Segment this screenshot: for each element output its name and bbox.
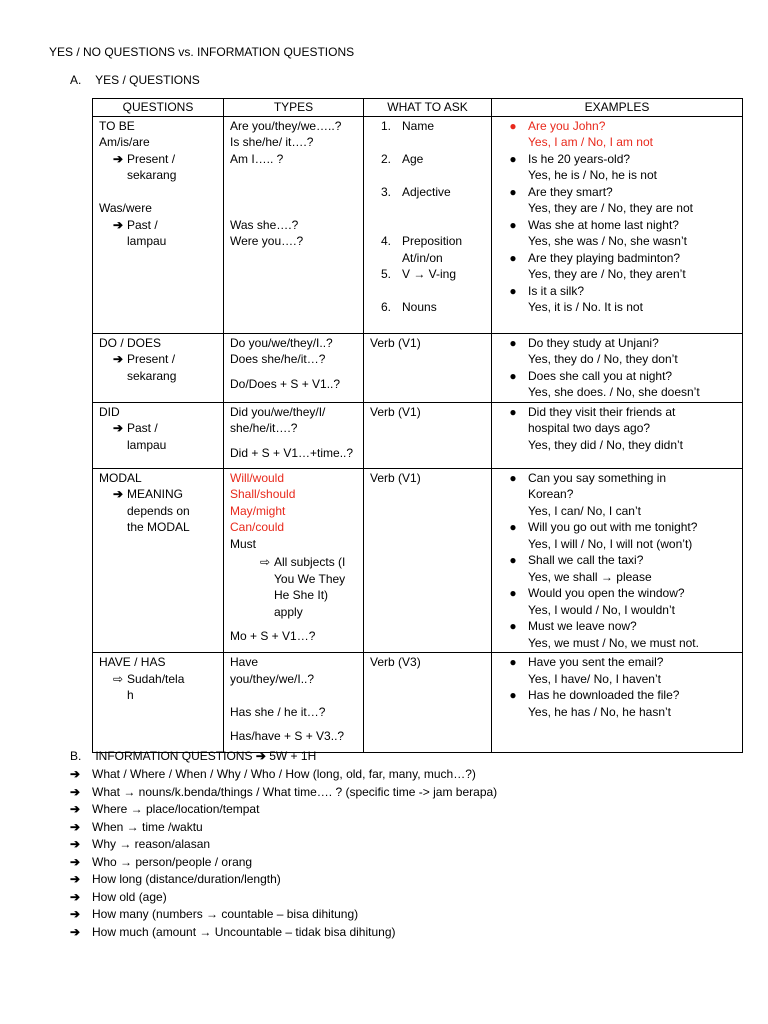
types-cell <box>224 468 364 653</box>
hollow-arrow-icon: ⇨ <box>259 555 270 569</box>
example-question: Has he downloaded the file? <box>528 688 680 702</box>
bullet-icon: ● <box>509 250 517 265</box>
example-question: Did they visit their friends at <box>528 404 676 419</box>
example-answer: Yes, I can/ No, I can’t <box>528 503 641 518</box>
list-item <box>498 687 736 720</box>
example-question: Must we leave now? <box>528 619 637 633</box>
list-number: 2. <box>380 151 391 166</box>
list-text: V → V-ing <box>402 267 457 281</box>
examples-cell <box>492 468 743 653</box>
sub-text: MEANING <box>127 487 184 501</box>
list-text: What / Where / When / Why / Who / How (long, old, far, many, much…?) <box>92 767 476 781</box>
section-a-label: YES / QUESTIONS <box>95 73 200 87</box>
examples-cell <box>492 653 743 753</box>
examples-cell <box>492 116 743 333</box>
list-item <box>370 118 485 135</box>
example-question: Will you go out with me tonight? <box>528 520 698 534</box>
list-item <box>370 151 485 168</box>
type-line: Do/Does + S + V1..? <box>230 376 341 391</box>
section-b-heading <box>70 748 316 765</box>
questions-cell <box>93 468 224 653</box>
list-text: When → time /waktu <box>92 819 203 834</box>
type-line: Have <box>230 655 259 669</box>
sub-text: He She It) <box>274 588 329 602</box>
question-line: Am/is/are <box>99 135 150 149</box>
example-answer: Yes, she was / No, she wasn’t <box>528 234 687 248</box>
example-answer: Yes, we shall → please <box>528 569 652 584</box>
bullet-icon: ● <box>509 184 517 199</box>
list-text: What → nouns/k.benda/things / What time…. ? (specific time -> jam berapa) <box>92 784 498 799</box>
bullet-icon: ● <box>509 655 517 669</box>
list-number: 1. <box>380 118 391 133</box>
what-to-ask-cell: Verb (V1) <box>364 402 492 468</box>
questions-cell <box>93 653 224 753</box>
bullet-icon: ● <box>509 619 517 633</box>
list-text: Name <box>402 118 435 133</box>
questions-cell <box>93 116 224 333</box>
list-text: How many (numbers → countable – bisa dihitung) <box>92 907 359 921</box>
sub-text: sekarang <box>127 168 177 182</box>
yes-no-table <box>92 98 743 753</box>
list-text: Why → reason/alasan <box>92 837 211 851</box>
type-line: Must <box>230 536 257 551</box>
example-question: Are they smart? <box>528 184 613 199</box>
question-head: HAVE / HAS <box>99 655 166 669</box>
table-row-modal <box>93 468 743 653</box>
sub-item <box>230 554 357 620</box>
question-head: DO / DOES <box>99 335 162 350</box>
header-examples: EXAMPLES <box>492 99 743 117</box>
header-questions: QUESTIONS <box>93 99 224 117</box>
list-text: Preposition <box>402 234 463 248</box>
example-answer: Yes, I have/ No, I haven’t <box>528 671 661 686</box>
list-item <box>370 299 485 316</box>
example-answer: Yes, he has / No, he hasn’t <box>528 704 671 719</box>
arrow-right-icon: ➔ <box>112 421 123 435</box>
list-item <box>498 283 736 316</box>
example-answer: Yes, I would / No, I wouldn’t <box>528 602 675 617</box>
sub-text: Past / <box>127 217 158 232</box>
list-item <box>498 519 736 552</box>
types-cell <box>224 402 364 468</box>
sub-text: h <box>127 688 134 702</box>
arrow-right-icon: ➔ <box>70 907 81 921</box>
example-answer: Yes, she does. / No, she doesn’t <box>528 385 700 399</box>
type-line: Was she….? <box>230 217 299 232</box>
type-line: she/he/it….? <box>230 421 298 435</box>
what-to-ask-cell: Verb (V3) <box>364 653 492 753</box>
type-line: Has she / he it…? <box>230 704 326 719</box>
example-question: Does she call you at night? <box>528 368 673 383</box>
sub-text: Sudah/tela <box>127 671 185 686</box>
sub-text: Present / <box>127 151 176 166</box>
bullet-icon: ● <box>509 368 517 383</box>
example-question: Shall we call the taxi? <box>528 553 644 567</box>
example-question: Is he 20 years-old? <box>528 151 631 166</box>
arrow-right-icon: ➔ <box>112 151 123 166</box>
examples-list <box>498 335 736 401</box>
example-question: Would you open the window? <box>528 586 685 600</box>
bullet-icon: ● <box>509 283 517 298</box>
example-question: Are they playing badminton? <box>528 250 681 265</box>
type-line: Are you/they/we…..? <box>230 118 342 133</box>
list-text: Adjective <box>402 184 451 199</box>
sub-text: lampau <box>127 234 167 248</box>
list-item <box>498 552 736 585</box>
list-number: 4. <box>380 234 391 248</box>
types-cell <box>224 333 364 402</box>
bullet-icon: ● <box>509 404 517 419</box>
arrow-right-icon: ➔ <box>70 889 81 904</box>
sub-text: depends on <box>127 503 190 518</box>
modal-red: Can/could <box>230 520 285 534</box>
what-to-ask-cell <box>364 116 492 333</box>
example-answer: Yes, they did / No, they didn’t <box>528 437 683 452</box>
list-text: Who → person/people / orang <box>92 854 253 869</box>
list-text: How much (amount → Uncountable – tidak bisa dihitung) <box>92 924 396 939</box>
table-row-to-be <box>93 116 743 333</box>
question-head: DID <box>99 404 120 419</box>
type-line: Has/have + S + V3..? <box>230 729 345 743</box>
sub-text: Past / <box>127 421 158 435</box>
list-text: How long (distance/duration/length) <box>92 872 281 886</box>
sub-text: the MODAL <box>127 520 190 534</box>
bullet-icon: ● <box>509 217 517 232</box>
list-item <box>498 151 736 184</box>
sub-item <box>99 351 217 384</box>
bullet-icon: ● <box>509 553 517 567</box>
information-questions-list <box>70 766 497 941</box>
sub-text: All subjects (I <box>274 555 346 569</box>
arrow-right-icon: ➔ <box>70 872 81 886</box>
example-question: Do they study at Unjani? <box>528 335 659 350</box>
examples-list <box>498 654 736 720</box>
section-b-suffix: 5W + 1H <box>269 749 317 763</box>
arrow-right-icon: ➔ <box>112 352 123 366</box>
list-number: 6. <box>380 300 391 314</box>
list-item <box>70 871 497 889</box>
type-line: Is she/he/ it….? <box>230 135 314 149</box>
list-item <box>498 618 736 651</box>
list-item <box>498 118 736 151</box>
list-text: At/in/on <box>402 250 443 265</box>
list-item <box>498 654 736 687</box>
list-item <box>498 470 736 520</box>
type-line: Do you/we/they/I..? <box>230 335 333 350</box>
sub-item <box>99 151 217 184</box>
arrow-right-icon: ➔ <box>255 749 266 763</box>
list-number: 5. <box>380 267 391 281</box>
sub-item <box>99 420 217 453</box>
example-question: Are you John? <box>528 118 606 133</box>
table-row-do-does <box>93 333 743 402</box>
list-item <box>70 801 497 819</box>
type-line: Were you….? <box>230 234 304 248</box>
what-to-ask-cell: Verb (V1) <box>364 468 492 653</box>
header-types: TYPES <box>224 99 364 117</box>
modal-red: Shall/should <box>230 487 296 501</box>
list-text: Where → place/location/tempat <box>92 802 260 816</box>
type-line: Did + S + V1…+time..? <box>230 445 354 460</box>
example-answer: Yes, they are / No, they aren’t <box>528 267 686 281</box>
list-item <box>498 585 736 618</box>
sub-item <box>99 217 217 250</box>
sub-text: sekarang <box>127 368 177 383</box>
list-text: Nouns <box>402 300 437 314</box>
examples-list <box>498 470 736 652</box>
arrow-right-icon: ➔ <box>70 854 81 869</box>
examples-list <box>498 404 736 454</box>
type-line: Does she/he/it…? <box>230 352 326 366</box>
example-question: Have you sent the email? <box>528 655 664 669</box>
table-row-did <box>93 402 743 468</box>
bullet-icon: ● <box>509 586 517 600</box>
question-head: MODAL <box>99 470 142 485</box>
arrow-right-icon: ➔ <box>112 217 123 232</box>
what-to-ask-list <box>370 118 485 316</box>
list-item <box>498 335 736 368</box>
page-title: YES / NO QUESTIONS vs. INFORMATION QUESTIONS <box>49 45 355 59</box>
examples-cell <box>492 333 743 402</box>
table-row-have-has <box>93 653 743 753</box>
bullet-icon: ● <box>509 470 517 485</box>
modal-red: May/might <box>230 503 286 518</box>
type-line: Mo + S + V1…? <box>230 629 316 643</box>
list-text: How old (age) <box>92 889 167 904</box>
list-item <box>498 368 736 401</box>
arrow-right-icon: ➔ <box>70 784 81 799</box>
types-cell <box>224 116 364 333</box>
header-what-to-ask: WHAT TO ASK <box>364 99 492 117</box>
type-line: you/they/we/I..? <box>230 671 315 686</box>
list-item <box>70 906 497 924</box>
bullet-icon: ● <box>509 688 517 702</box>
sub-text: You We They <box>274 571 346 586</box>
list-item <box>70 766 497 784</box>
section-a-letter: A. <box>70 73 82 87</box>
example-question: Was she at home last night? <box>528 217 679 232</box>
list-item <box>70 836 497 854</box>
examples-cell <box>492 402 743 468</box>
section-b-label: INFORMATION QUESTIONS <box>95 749 253 763</box>
list-number: 3. <box>380 184 391 199</box>
example-answer: Yes, it is / No. It is not <box>528 300 643 314</box>
example-question: Is it a silk? <box>528 283 585 298</box>
list-item <box>70 889 497 907</box>
types-cell <box>224 653 364 753</box>
list-item <box>70 819 497 837</box>
questions-cell <box>93 402 224 468</box>
list-item <box>70 784 497 802</box>
bullet-icon: ● <box>509 335 517 350</box>
example-question: Korean? <box>528 487 574 501</box>
section-a-heading <box>70 72 200 89</box>
questions-cell <box>93 333 224 402</box>
list-item <box>370 233 485 266</box>
list-item <box>370 184 485 201</box>
examples-list <box>498 118 736 316</box>
example-answer: Yes, I will / No, I will not (won’t) <box>528 536 693 551</box>
arrow-right-icon: ➔ <box>70 837 81 851</box>
arrow-right-icon: ➔ <box>70 924 81 939</box>
section-b-letter: B. <box>70 749 82 763</box>
sub-item <box>99 671 217 704</box>
sub-item <box>99 486 217 536</box>
table-header-row <box>93 99 743 117</box>
list-item <box>70 854 497 872</box>
sub-text: Present / <box>127 352 176 366</box>
bullet-icon: ● <box>509 118 517 133</box>
list-item <box>498 184 736 217</box>
bullet-icon: ● <box>509 520 517 534</box>
list-item <box>498 404 736 454</box>
arrow-right-icon: ➔ <box>70 767 81 781</box>
example-question: hospital two days ago? <box>528 421 651 435</box>
example-question: Can you say something in <box>528 470 667 485</box>
type-line: Am I….. ? <box>230 151 284 166</box>
modal-red: Will/would <box>230 470 285 485</box>
list-item <box>70 924 497 942</box>
arrow-right-icon: ➔ <box>112 487 123 501</box>
example-answer: Yes, he is / No, he is not <box>528 168 657 182</box>
example-answer: Yes, they do / No, they don’t <box>528 352 678 366</box>
sub-text: apply <box>274 604 303 619</box>
bullet-icon: ● <box>509 151 517 166</box>
arrow-right-icon: ➔ <box>70 819 81 834</box>
list-item <box>498 250 736 283</box>
list-text: Age <box>402 151 424 166</box>
question-head: TO BE <box>99 118 135 133</box>
list-item <box>370 266 485 283</box>
sub-text: lampau <box>127 437 167 452</box>
arrow-right-icon: ➔ <box>70 802 81 816</box>
example-answer: Yes, I am / No, I am not <box>528 135 653 149</box>
what-to-ask-cell: Verb (V1) <box>364 333 492 402</box>
hollow-arrow-icon: ⇨ <box>112 671 123 686</box>
list-item <box>498 217 736 250</box>
type-line: Did you/we/they/I/ <box>230 404 326 419</box>
question-line: Was/were <box>99 201 152 215</box>
example-answer: Yes, we must / No, we must not. <box>528 635 699 650</box>
example-answer: Yes, they are / No, they are not <box>528 201 693 215</box>
